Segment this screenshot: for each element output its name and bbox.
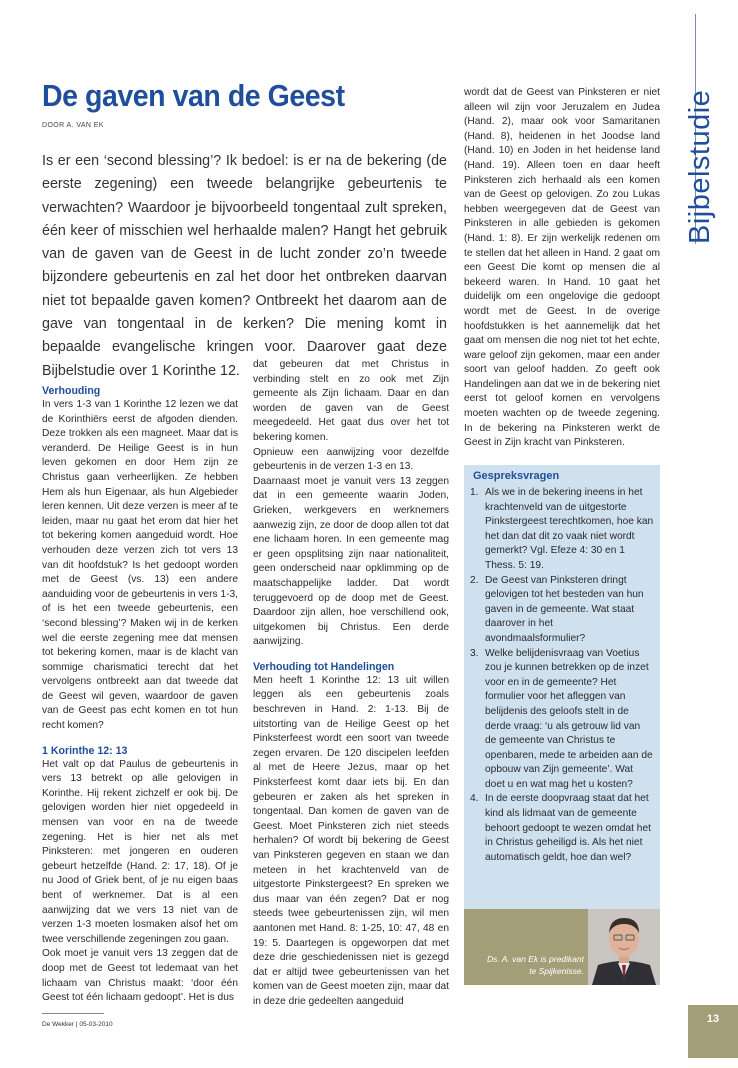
column-1 (42, 384, 238, 1006)
page-number-box (688, 1005, 738, 1058)
footer-rule (42, 1013, 104, 1014)
questions-list (470, 486, 654, 865)
discussion-questions-box (464, 465, 660, 909)
paragraph: wordt dat de Geest van Pinksteren er niet alleen wil zijn voor Jeruzalem en Judea (Hand. 2), maar ook voor Samaritanen (Hand. 8), heidenen in het Joodse land (Hand. 10) en Joden in het heidense land (Hand. 19). Alleen toen en daar heeft Pinksteren zich herhaald als een komen van de Geest op gelovigen. Zo zou Lukas hebben weergegeven dat de Geest van Pinksteren in alle gebieden is gekomen (Hand. 1: 8). Er zijn werkelijk redenen om te stellen dat het alleen in Hand. 2 gaat om een Geest Die komt op mensen die al bekeerd waren. In Hand. 10 gaat het duidelijk om een ongelovige die gedoopt wordt met de Geest. In de overige hoofdstukken is het aannemelijk dat het gaat om mensen die nog niet tot het echte, ware geloof zijn gekomen, maar een ander soort van geloof hadden. Zo geeft ook Handelingen aan dat we in de bekering niet eerst tot geloof komen en vervolgens moeten wachten op de tweede zegening. In de bekering na Pinksteren werkt de Geest in Zijn kracht van Pinksteren. (464, 87, 660, 449)
question-item: 1. Als we in de bekering ineens in het krachtenveld van de uitgestorte Pinkstergeest terechtkomen, hoe kan het dan dat dit zo vaak niet wordt gemerkt? Vgl. Efeze 4: 30 en 1 Thess. 5: 19. (470, 487, 654, 571)
footer-text: De Wekker | 05-03-2010 (42, 1021, 113, 1028)
questions-heading: Gespreksvragen (473, 470, 560, 482)
paragraph: Daarnaast moet je vanuit vers 13 zeggen dat in een gemeente waarin Joden, Grieken, werkgevers en werknemers aanwezig zijn, ze door de doop allen tot dat ene lichaam horen. In een gemeente mag er geen opsplitsing zijn naar nationaliteit, geen onderscheid naar opklimming op de maatschappelijke ladder. Dat wordt teruggevoerd op de doop met de Geest. Daardoor zijn allen, hoe verschillend ook, uitgekomen bij Christus. Een derde aanwijzing. (253, 475, 449, 648)
paragraph: Ook moet je vanuit vers 13 zeggen dat de doop met de Geest tot ledemaat van het lichaam van Christus maakt: ‘door één Geest tot één lichaam gedoopt’. Het is dus (42, 948, 238, 1004)
article-title: De gaven van de Geest (42, 78, 345, 113)
paragraph: In vers 1-3 van 1 Korinthe 12 lezen we dat de Korinthiërs eerst de afgoden dienden. Deze trokken als een magneet. Maar dat is veranderd. De Heilige Geest is in hun leven gekomen en door Hem zijn ze Christus gaan verheerlijken. Ze hebben Hem als hun Eigenaar, als hun Algebieder leren kennen. Uit deze verzen is meer af te leiden, maar nu gaat het erom dat hier het tot bekering komen aangeduid wordt. Hoe verhouden deze verzen zich tot vers 13 van dit hoofdstuk? Is het gedoopt worden met de Geest (vs. 13) een andere aanduiding voor de gebeurtenis in vers 1-3, of is het een tweede gebeurtenis, een ‘second blessing’? Maken wij in de kerken wel die eerste zegening mee dat mensen tot bekering komen, maar is de klacht van sommige charismatici terecht dat het vervolgens ontbreekt aan dat tweede dat de Geest wil geven, waardoor de gaven van de Geest pas echt komen en tot hun recht komen? (42, 399, 238, 732)
author-photo (588, 909, 660, 985)
subheading-korinthe: 1 Korinthe 12: 13 (42, 744, 128, 757)
subheading-handelingen: Verhouding tot Handelingen (253, 660, 395, 673)
question-item: 4. In de eerste doopvraag staat dat het kind als lidmaat van de gemeente behoort gedoopt te wezen omdat het in Christus geheiligd is. Als het niet automatisch geldt, hoe dan wel? (470, 793, 651, 863)
paragraph: Opnieuw een aanwijzing voor dezelfde gebeurtenis in de verzen 1-3 en 13. (253, 446, 449, 473)
portrait-icon (588, 909, 660, 985)
subheading-verhouding: Verhouding (42, 385, 101, 397)
intro-paragraph: Is er een ‘second blessing’? Ik bedoel: is er na de bekering (de eerste zegening) een tweede belangrijke gebeurtenis te verwachten? Waardoor je bijvoorbeeld tongentaal zult spreken, één keer of misschien wel herhaalde malen? Hangt het gebruik van de gaven van de Geest in de lucht zonder zo’n tweede bijzondere gebeurtenis en zal het door het ontbreken daarvan niet tot bepaalde gaven komen? Ontbreekt het daarom aan de gave van tongentaal in de kerken? Die mening komt in bepaalde evangelische kringen voor. Daarover gaat deze Bijbelstudie over 1 Korinthe 12. (42, 153, 447, 379)
paragraph: Het valt op dat Paulus de gebeurtenis in vers 13 betrekt op alle gelovigen in Korinthe. Hij rekent zichzelf er ook bij. De gelovigen worden hier niet opgedeeld in mensen van voor en na de tweede zegening. Het is hier net als met Pinksteren: met jongeren en ouderen gebeurt hetzelfde (Hand. 2: 17, 18). Of je nu Jood of Griek bent, of je nu eigen baas bent of werknemer. Dat is al een aanwijzing dat we vers 13 niet van de verzen 1-3 moeten losmaken alsof het om twee verschillende zegeningen zou gaan. (42, 758, 238, 945)
column-2 (253, 358, 449, 1010)
question-item: 3. Welke belijdenisvraag van Voetius zou je kunnen betrekken op de inzet voor en in de gemeente? Het formulier voor het afleggen van belijdenis des geloofs stelt in de derde vraag: ‘u als getrouw lid van de gemeente van Christus te openbaren, mede te arbeiden aan de opbouw van Zijn gemeente’. Wat doet u en wat mag het u kosten? (470, 647, 653, 790)
paragraph: dat gebeuren dat met Christus in verbinding stelt en zo ook met Zijn gemeente als Zijn lichaam. Daar en dan worden de gaven van de Geest meegedeeld. Het gaat dus over het tot bekering komen. (253, 359, 449, 443)
byline: DOOR A. VAN EK (42, 122, 104, 129)
page-number: 13 (706, 1013, 720, 1025)
paragraph: Men heeft 1 Korinthe 12: 13 uit willen leggen als een gebeurtenis zoals beschreven in Hand. 2: 1-13. Bij de uitstorting van de Heilige Geest op het Pinksterfeest wordt een soort van tweede zegen ervaren. De 120 discipelen leefden al met de Heere Jezus, maar op het Pinksterfeest komt daar iets bij. En dan gebeuren er zaken als het spreken in tongentaal. Dan komen de gaven van de Geest. Moet Pinksteren zich niet steeds herhalen? Of wordt bij bekering de Geest van Pinksteren gegeven en staan we dan meteen in het krachtenveld van de uitgestorte Pinkstergeest? En spreken we dus maar van één zegen? Dat er nog steeds twee gebeurtenissen zijn, wil men aantonen met Hand. 8: 1-25, 10: 47, 48 en 19: 5. Daartegen is opgeworpen dat met deze drie geschiedenissen niet is gezegd dat er altijd twee gebeurtenissen van het komen van de Geest moeten zijn, maar dat in deze drie gedeelten aangeduid (253, 674, 449, 1007)
column-3 (464, 86, 660, 451)
author-panel (464, 909, 660, 985)
author-caption: Ds. A. van Ek is predikant te Spijkenisse. (486, 954, 584, 976)
question-item: 2. De Geest van Pinksteren dringt gelovigen tot het besteden van hun gaven in de gemeente. Wat staat daarover in het avondmaalsformulier? (470, 574, 644, 644)
